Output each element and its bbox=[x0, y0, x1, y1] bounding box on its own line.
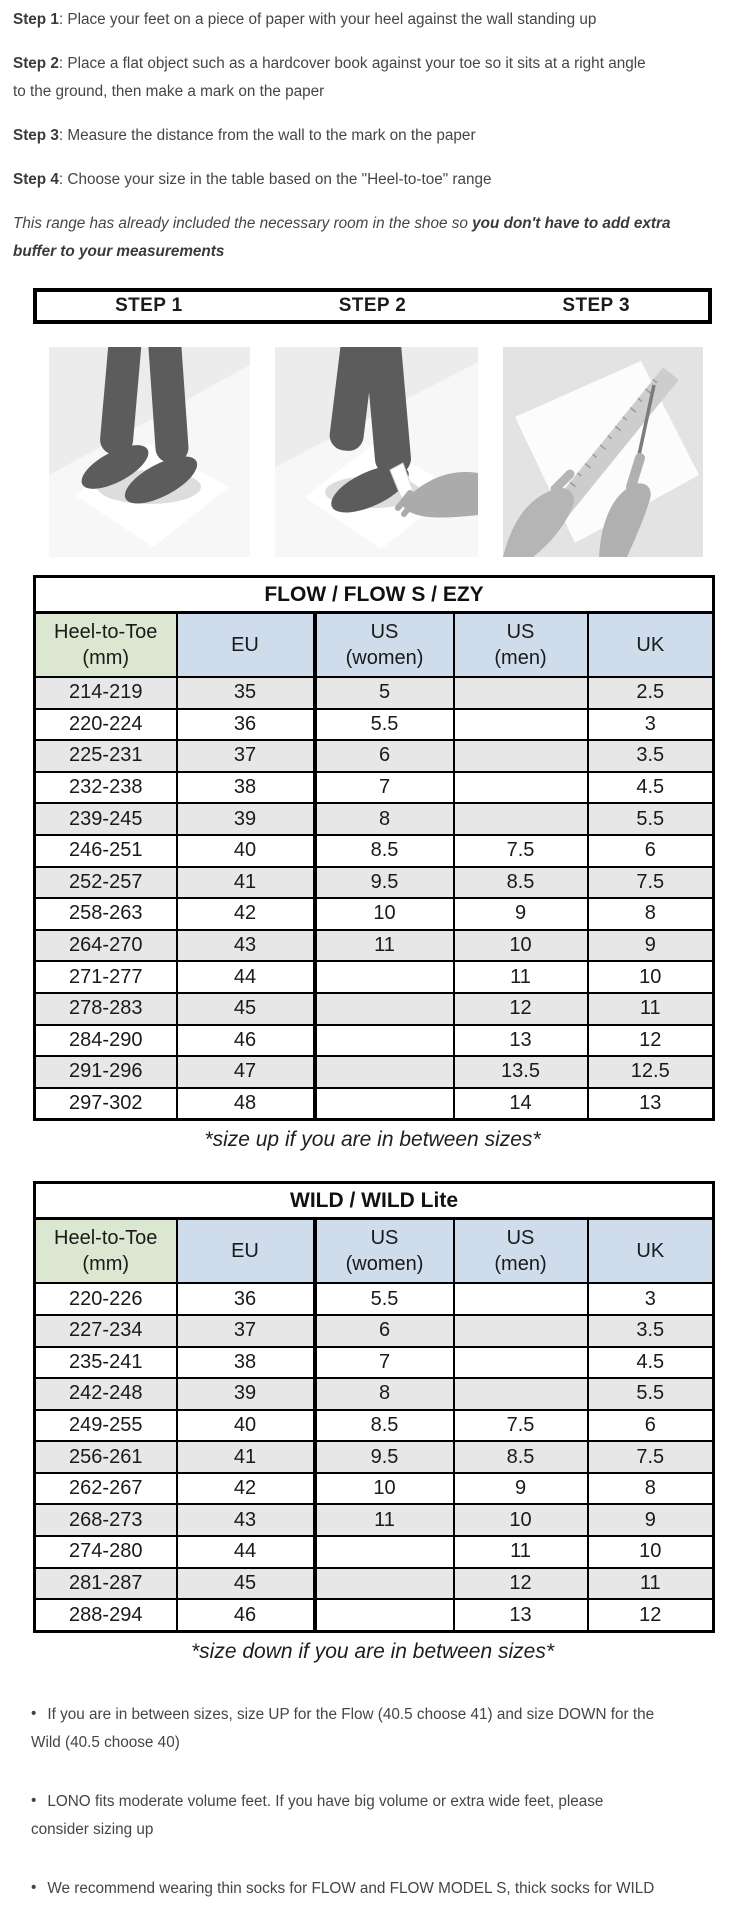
size-row bbox=[35, 1504, 714, 1536]
size-row bbox=[35, 961, 714, 993]
banner-step-2-label: STEP 2 bbox=[338, 295, 407, 316]
eu-cell: 39 bbox=[177, 1378, 315, 1410]
eu-cell: 38 bbox=[177, 1347, 315, 1379]
eu-cell: 36 bbox=[177, 709, 315, 741]
uk-cell: 10 bbox=[588, 961, 714, 993]
size-row bbox=[35, 930, 714, 962]
wild-table-title: WILD / WILD Lite bbox=[35, 1183, 714, 1219]
step-4-label: Step 4 bbox=[13, 171, 59, 188]
step3-ruler-measuring-image bbox=[503, 347, 703, 557]
uk-cell: 12 bbox=[588, 1025, 714, 1057]
size-row bbox=[35, 1410, 714, 1442]
heel-to-toe-cell: 249-255 bbox=[35, 1410, 177, 1442]
heel-to-toe-cell: 297-302 bbox=[35, 1088, 177, 1120]
us-women-cell: 5.5 bbox=[315, 1283, 454, 1315]
step-3-label: Step 3 bbox=[13, 127, 59, 144]
us-men-cell: 12 bbox=[454, 993, 588, 1025]
size-row bbox=[35, 993, 714, 1025]
note-socks: • We recommend wearing thin socks for FLOW and FLOW MODEL S, thick socks for WILD bbox=[31, 1875, 712, 1903]
size-row bbox=[35, 867, 714, 899]
heel-to-toe-cell: 225-231 bbox=[35, 740, 177, 772]
us-women-cell: 8.5 bbox=[315, 835, 454, 867]
us-men-cell: 9 bbox=[454, 1473, 588, 1505]
buffer-note-bold-line1: you don't have to add extra bbox=[472, 215, 671, 232]
eu-cell: 41 bbox=[177, 1441, 315, 1473]
header-heel-to-toe: Heel-to-Toe (mm) bbox=[35, 1219, 177, 1284]
us-women-cell: 11 bbox=[315, 1504, 454, 1536]
us-women-cell: 8.5 bbox=[315, 1410, 454, 1442]
fit-notes-list bbox=[31, 1701, 712, 1903]
header-us-men: US (men) bbox=[454, 1219, 588, 1284]
us-women-cell: 10 bbox=[315, 898, 454, 930]
header-us-women: US (women) bbox=[315, 1219, 454, 1284]
uk-cell: 10 bbox=[588, 1536, 714, 1568]
us-women-cell bbox=[315, 1536, 454, 1568]
eu-cell: 43 bbox=[177, 930, 315, 962]
size-row bbox=[35, 1441, 714, 1473]
step-3-text: : Measure the distance from the wall to the mark on the paper bbox=[58, 127, 476, 144]
us-men-cell: 12 bbox=[454, 1568, 588, 1600]
uk-cell: 2.5 bbox=[588, 677, 714, 709]
us-men-cell: 10 bbox=[454, 930, 588, 962]
heel-to-toe-cell: 278-283 bbox=[35, 993, 177, 1025]
us-women-cell: 9.5 bbox=[315, 867, 454, 899]
us-women-cell: 7 bbox=[315, 1347, 454, 1379]
us-men-cell bbox=[454, 1283, 588, 1315]
us-women-cell: 6 bbox=[315, 740, 454, 772]
eu-cell: 44 bbox=[177, 961, 315, 993]
us-women-cell: 6 bbox=[315, 1315, 454, 1347]
heel-to-toe-cell: 262-267 bbox=[35, 1473, 177, 1505]
heel-to-toe-cell: 220-224 bbox=[35, 709, 177, 741]
size-row bbox=[35, 1283, 714, 1315]
heel-to-toe-cell: 252-257 bbox=[35, 867, 177, 899]
uk-cell: 7.5 bbox=[588, 1441, 714, 1473]
bullet-icon: • bbox=[31, 1704, 37, 1722]
us-women-cell bbox=[315, 1025, 454, 1057]
heel-to-toe-cell: 227-234 bbox=[35, 1315, 177, 1347]
size-row bbox=[35, 1568, 714, 1600]
size-row bbox=[35, 1473, 714, 1505]
uk-cell: 11 bbox=[588, 1568, 714, 1600]
heel-to-toe-cell: 281-287 bbox=[35, 1568, 177, 1600]
us-men-cell: 7.5 bbox=[454, 835, 588, 867]
size-row bbox=[35, 898, 714, 930]
heel-to-toe-cell: 268-273 bbox=[35, 1504, 177, 1536]
us-men-cell bbox=[454, 709, 588, 741]
heel-to-toe-cell: 239-245 bbox=[35, 803, 177, 835]
step-2-text-line1: : Place a flat object such as a hardcover book against your toe so it sits at a right angle bbox=[58, 55, 646, 72]
us-women-cell bbox=[315, 1056, 454, 1088]
step-2-label: Step 2 bbox=[13, 55, 59, 72]
step-1-label: Step 1 bbox=[13, 11, 59, 28]
uk-cell: 6 bbox=[588, 835, 714, 867]
size-row bbox=[35, 1025, 714, 1057]
uk-cell: 9 bbox=[588, 930, 714, 962]
size-row bbox=[35, 677, 714, 709]
us-men-cell: 11 bbox=[454, 1536, 588, 1568]
uk-cell: 5.5 bbox=[588, 803, 714, 835]
banner-step-3-label: STEP 3 bbox=[562, 295, 630, 316]
measurement-instructions bbox=[0, 0, 740, 266]
us-women-cell: 7 bbox=[315, 772, 454, 804]
step-2-text-line2: to the ground, then make a mark on the paper bbox=[13, 83, 325, 100]
size-row bbox=[35, 803, 714, 835]
us-women-cell: 5 bbox=[315, 677, 454, 709]
eu-cell: 45 bbox=[177, 993, 315, 1025]
wild-size-table bbox=[33, 1181, 715, 1633]
size-row bbox=[35, 1536, 714, 1568]
wild-table-header-row bbox=[35, 1219, 714, 1284]
wild-table-title-row bbox=[35, 1183, 714, 1219]
heel-to-toe-cell: 284-290 bbox=[35, 1025, 177, 1057]
eu-cell: 37 bbox=[177, 1315, 315, 1347]
us-men-cell: 14 bbox=[454, 1088, 588, 1120]
us-women-cell bbox=[315, 1599, 454, 1631]
header-uk: UK bbox=[588, 613, 714, 678]
uk-cell: 4.5 bbox=[588, 1347, 714, 1379]
size-row bbox=[35, 1088, 714, 1120]
buffer-note-regular: This range has already included the necessary room in the shoe so bbox=[13, 215, 473, 232]
us-men-cell bbox=[454, 803, 588, 835]
us-women-cell: 5.5 bbox=[315, 709, 454, 741]
note-foot-volume: • LONO fits moderate volume feet. If you have big volume or extra wide feet, please consider sizing up bbox=[31, 1788, 712, 1844]
flow-table-title: FLOW / FLOW S / EZY bbox=[35, 577, 714, 613]
us-women-cell: 11 bbox=[315, 930, 454, 962]
us-men-cell bbox=[454, 677, 588, 709]
heel-to-toe-cell: 214-219 bbox=[35, 677, 177, 709]
flow-table-body bbox=[35, 677, 714, 1120]
us-women-cell: 8 bbox=[315, 1378, 454, 1410]
header-eu: EU bbox=[177, 1219, 315, 1284]
us-men-cell bbox=[454, 1378, 588, 1410]
size-row bbox=[35, 709, 714, 741]
step-4-text: : Choose your size in the table based on the "Heel-to-toe" range bbox=[58, 171, 492, 188]
us-men-cell: 13.5 bbox=[454, 1056, 588, 1088]
size-row bbox=[35, 1599, 714, 1631]
us-men-cell: 10 bbox=[454, 1504, 588, 1536]
uk-cell: 9 bbox=[588, 1504, 714, 1536]
heel-to-toe-cell: 242-248 bbox=[35, 1378, 177, 1410]
header-us-women: US (women) bbox=[315, 613, 454, 678]
eu-cell: 40 bbox=[177, 1410, 315, 1442]
wild-table-footnote: *size down if you are in between sizes* bbox=[190, 1639, 555, 1663]
header-eu: EU bbox=[177, 613, 315, 678]
flow-size-table bbox=[33, 575, 715, 1121]
eu-cell: 44 bbox=[177, 1536, 315, 1568]
heel-to-toe-cell: 232-238 bbox=[35, 772, 177, 804]
eu-cell: 40 bbox=[177, 835, 315, 867]
heel-to-toe-cell: 256-261 bbox=[35, 1441, 177, 1473]
us-men-cell: 9 bbox=[454, 898, 588, 930]
eu-cell: 42 bbox=[177, 1473, 315, 1505]
size-row bbox=[35, 1347, 714, 1379]
us-women-cell bbox=[315, 961, 454, 993]
uk-cell: 6 bbox=[588, 1410, 714, 1442]
flow-table-title-row bbox=[35, 577, 714, 613]
eu-cell: 45 bbox=[177, 1568, 315, 1600]
eu-cell: 43 bbox=[177, 1504, 315, 1536]
uk-cell: 8 bbox=[588, 898, 714, 930]
heel-to-toe-cell: 258-263 bbox=[35, 898, 177, 930]
uk-cell: 8 bbox=[588, 1473, 714, 1505]
heel-to-toe-cell: 274-280 bbox=[35, 1536, 177, 1568]
heel-to-toe-cell: 264-270 bbox=[35, 930, 177, 962]
us-men-cell: 7.5 bbox=[454, 1410, 588, 1442]
us-men-cell bbox=[454, 1315, 588, 1347]
header-us-men: US (men) bbox=[454, 613, 588, 678]
eu-cell: 46 bbox=[177, 1025, 315, 1057]
us-women-cell: 10 bbox=[315, 1473, 454, 1505]
eu-cell: 39 bbox=[177, 803, 315, 835]
uk-cell: 3.5 bbox=[588, 1315, 714, 1347]
heel-to-toe-cell: 246-251 bbox=[35, 835, 177, 867]
step-2-instruction bbox=[13, 50, 730, 106]
us-men-cell: 11 bbox=[454, 961, 588, 993]
bullet-icon: • bbox=[31, 1878, 37, 1896]
eu-cell: 46 bbox=[177, 1599, 315, 1631]
flow-table-header-row bbox=[35, 613, 714, 678]
eu-cell: 38 bbox=[177, 772, 315, 804]
heel-to-toe-cell: 235-241 bbox=[35, 1347, 177, 1379]
uk-cell: 3.5 bbox=[588, 740, 714, 772]
eu-cell: 35 bbox=[177, 677, 315, 709]
us-men-cell bbox=[454, 1347, 588, 1379]
flow-table-footnote: *size up if you are in between sizes* bbox=[204, 1128, 541, 1152]
step-images-row bbox=[49, 347, 740, 557]
eu-cell: 42 bbox=[177, 898, 315, 930]
size-row bbox=[35, 772, 714, 804]
us-men-cell: 8.5 bbox=[454, 1441, 588, 1473]
size-row bbox=[35, 1378, 714, 1410]
steps-banner bbox=[33, 288, 712, 324]
us-women-cell bbox=[315, 1088, 454, 1120]
step-3-instruction bbox=[13, 122, 730, 150]
us-men-cell bbox=[454, 740, 588, 772]
uk-cell: 13 bbox=[588, 1088, 714, 1120]
step1-feet-on-paper-image bbox=[49, 347, 250, 557]
buffer-note-bold-line2: buffer to your measurements bbox=[13, 243, 225, 260]
us-men-cell bbox=[454, 772, 588, 804]
uk-cell: 3 bbox=[588, 1283, 714, 1315]
us-men-cell: 13 bbox=[454, 1025, 588, 1057]
header-heel-to-toe: Heel-to-Toe (mm) bbox=[35, 613, 177, 678]
uk-cell: 4.5 bbox=[588, 772, 714, 804]
buffer-note bbox=[13, 210, 730, 266]
bullet-icon: • bbox=[31, 1791, 37, 1809]
us-women-cell bbox=[315, 1568, 454, 1600]
heel-to-toe-cell: 291-296 bbox=[35, 1056, 177, 1088]
us-women-cell: 9.5 bbox=[315, 1441, 454, 1473]
eu-cell: 47 bbox=[177, 1056, 315, 1088]
size-row bbox=[35, 835, 714, 867]
header-uk: UK bbox=[588, 1219, 714, 1284]
eu-cell: 41 bbox=[177, 867, 315, 899]
us-women-cell bbox=[315, 993, 454, 1025]
size-row bbox=[35, 740, 714, 772]
eu-cell: 37 bbox=[177, 740, 315, 772]
banner-step-1-label: STEP 1 bbox=[115, 295, 183, 316]
us-women-cell: 8 bbox=[315, 803, 454, 835]
step2-book-against-toe-image bbox=[275, 347, 478, 557]
heel-to-toe-cell: 288-294 bbox=[35, 1599, 177, 1631]
uk-cell: 12 bbox=[588, 1599, 714, 1631]
eu-cell: 48 bbox=[177, 1088, 315, 1120]
eu-cell: 36 bbox=[177, 1283, 315, 1315]
uk-cell: 5.5 bbox=[588, 1378, 714, 1410]
heel-to-toe-cell: 271-277 bbox=[35, 961, 177, 993]
step-4-instruction bbox=[13, 166, 730, 194]
uk-cell: 12.5 bbox=[588, 1056, 714, 1088]
us-men-cell: 13 bbox=[454, 1599, 588, 1631]
wild-table-body bbox=[35, 1283, 714, 1631]
uk-cell: 11 bbox=[588, 993, 714, 1025]
step-1-text: : Place your feet on a piece of paper with your heel against the wall standing up bbox=[58, 11, 597, 28]
uk-cell: 3 bbox=[588, 709, 714, 741]
us-men-cell: 8.5 bbox=[454, 867, 588, 899]
uk-cell: 7.5 bbox=[588, 867, 714, 899]
size-row bbox=[35, 1056, 714, 1088]
step-1-instruction bbox=[13, 6, 730, 34]
heel-to-toe-cell: 220-226 bbox=[35, 1283, 177, 1315]
note-between-sizes: • If you are in between sizes, size UP for the Flow (40.5 choose 41) and size DOWN for the Wild (40.5 choose 40) bbox=[31, 1701, 712, 1757]
size-row bbox=[35, 1315, 714, 1347]
